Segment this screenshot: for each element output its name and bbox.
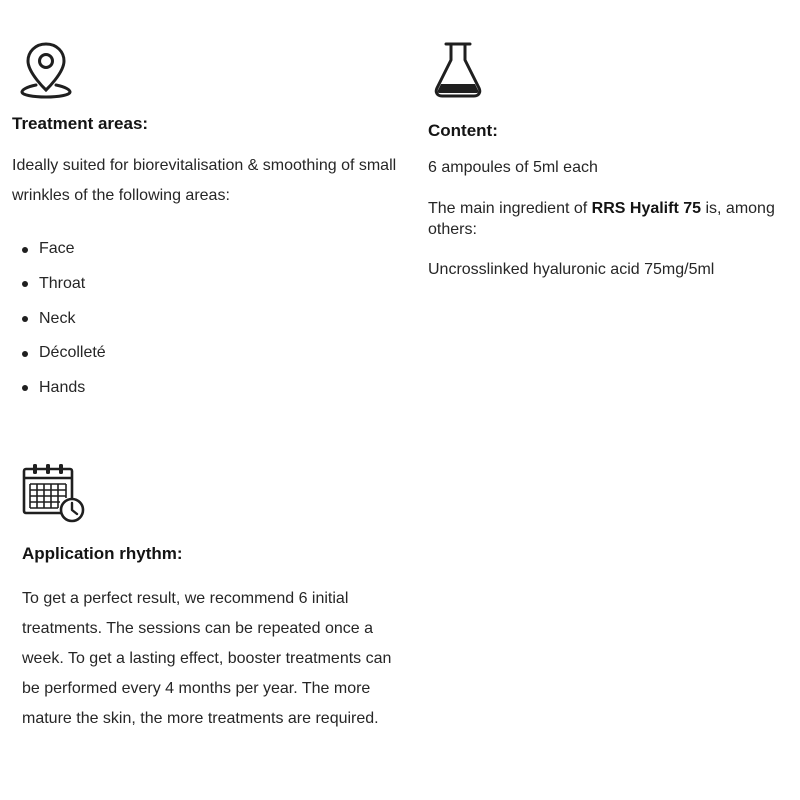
map-pin-icon — [16, 40, 76, 100]
application-rhythm-heading: Application rhythm: — [22, 544, 183, 563]
treatment-areas-list — [12, 232, 402, 405]
list-item: Décolleté — [12, 336, 402, 371]
ingredient-suffix: is, among others: — [428, 200, 775, 239]
calendar-clock-icon — [22, 462, 86, 524]
list-item: Face — [12, 232, 402, 267]
list-item: Neck — [12, 302, 402, 337]
treatment-areas-heading: Treatment areas: — [12, 114, 149, 133]
product-name: RRS Hyalift 75 — [591, 200, 702, 218]
treatment-areas-section — [12, 40, 402, 405]
content-ampoules: 6 ampoules of 5ml each — [428, 159, 598, 177]
ingredient-prefix: The main ingredient of — [428, 200, 592, 218]
content-ingredient-note — [428, 198, 788, 240]
list-item: Throat — [12, 267, 402, 302]
flask-icon — [428, 40, 488, 100]
treatment-areas-intro: Ideally suited for biorevitalisation & smoothing of small wrinkles of the following areas: — [12, 157, 397, 205]
content-ingredient: Uncrosslinked hyaluronic acid 75mg/5ml — [428, 261, 715, 279]
content-heading: Content: — [428, 121, 498, 140]
application-rhythm-section — [22, 462, 402, 734]
content-section — [428, 40, 788, 281]
application-rhythm-body: To get a perfect result, we recommend 6 initial treatments. The sessions can be repeated once a week. To get a lasting effect, booster treatments can be performed every 4 months per year. The more mature the skin, the more treatments are required. — [22, 590, 392, 728]
list-item: Hands — [12, 371, 402, 406]
